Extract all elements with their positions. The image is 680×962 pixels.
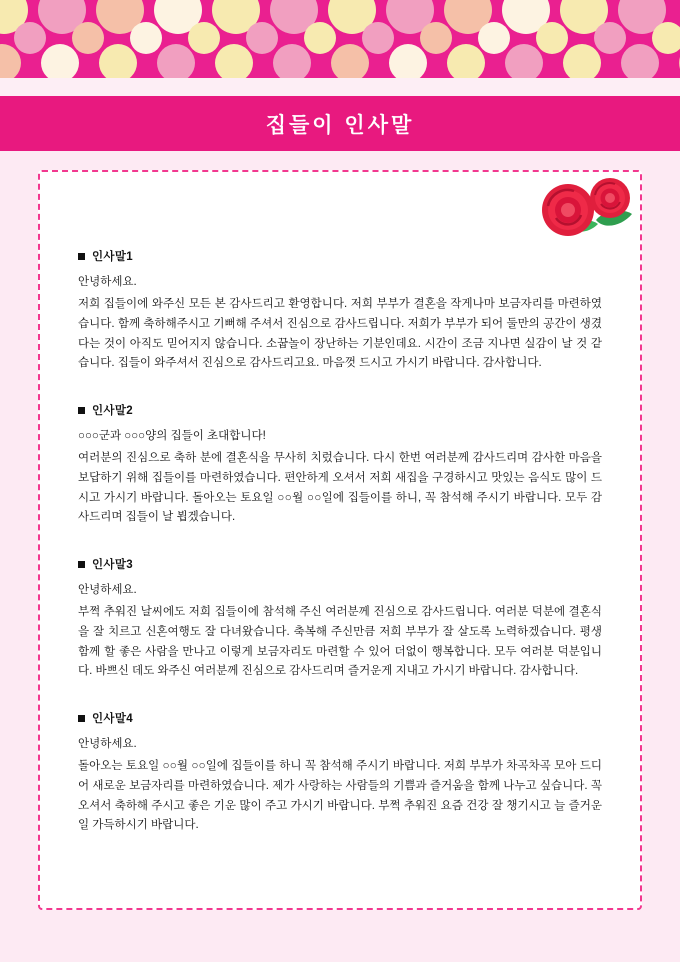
decorative-dot — [157, 44, 195, 78]
greeting-block-heading — [78, 248, 602, 264]
decorative-dot — [652, 22, 680, 54]
square-bullet-icon — [78, 253, 85, 260]
decorative-dot — [304, 22, 336, 54]
greeting-salutation: 안녕하세요. — [78, 584, 137, 597]
greeting-block-label: 인사말4 — [92, 713, 133, 726]
decorative-dot — [99, 44, 137, 78]
document-title-bar — [0, 96, 680, 151]
greeting-body: 여러분의 진심으로 축하 분에 결혼식을 무사히 치렀습니다. 다시 한번 여러분께 감사드리며 감사한 마음을 보답하기 위해 집들이를 마련하였습니다. 편안하게 오셔서 저희 새집을 구경하시고 맛있는 음식도 많이 드시고 가시기 바랍니다. 돌아오는 토요일 ○○월 ○○일에 집들이를 하니, 꼭 참석해 주시기 바랍니다. 모두 감사드리며 집들이 날 뵙겠습니다. — [78, 452, 602, 524]
decorative-dot — [594, 22, 626, 54]
greeting-block-heading — [78, 710, 602, 726]
square-bullet-icon — [78, 715, 85, 722]
greeting-block — [78, 402, 602, 528]
square-bullet-icon — [78, 561, 85, 568]
decorative-dot — [331, 44, 369, 78]
greeting-body: 부쩍 추워진 날씨에도 저희 집들이에 참석해 주신 여러분께 진심으로 감사드립니다. 여러분 덕분에 결혼식을 잘 치르고 신혼여행도 잘 다녀왔습니다. 축복해 주신만큼 저희 부부가 잘 살도록 노력하겠습니다. 평생 함께 할 좋은 사람을 만나고 이렇게 보금자리도 마련할 수 있어 더없이 행복합니다. 모두 여러분 덕분입니다. 바쁘신 데도 와주신 여러분께 진심으로 감사드리며 즐거운게 지내고 가시기 바랍니다. 감사합니다. — [78, 606, 602, 678]
decorative-dot — [478, 22, 510, 54]
decorative-dot — [246, 22, 278, 54]
decorative-dot — [621, 44, 659, 78]
decorative-dot — [273, 44, 311, 78]
greeting-body: 저희 집들이에 와주신 모든 본 감사드리고 환영합니다. 저희 부부가 결혼을 작게나마 보금자리를 마련하였습니다. 함께 축하해주시고 기뻐해 주셔서 진심으로 감사드립니다. 저희가 부부가 되어 둘만의 공간이 생겼다는 것이 아직도 믿어지지 않습니다. 소꿉놀이 장난하는 기분인데요. 시간이 조금 지나면 실감이 날 것 같습니다. 집들이 와주셔서 진심으로 감사드리고요. 마음껏 드시고 가시기 바랍니다. 감사합니다. — [78, 297, 602, 370]
decorative-dot — [420, 22, 452, 54]
decorative-dot — [362, 22, 394, 54]
greeting-block-heading — [78, 402, 602, 418]
page-title: 집들이 인사말 — [265, 113, 415, 137]
decorative-dot — [130, 22, 162, 54]
greeting-block — [78, 710, 602, 836]
decorative-dot — [72, 22, 104, 54]
greeting-block-label: 인사말2 — [92, 405, 133, 418]
decorative-dot — [41, 44, 79, 78]
decorative-dot — [188, 22, 220, 54]
decorative-dot — [215, 44, 253, 78]
decorative-dot — [536, 22, 568, 54]
square-bullet-icon — [78, 407, 85, 414]
decorative-dot-band — [0, 0, 680, 78]
greeting-block — [78, 248, 602, 374]
greeting-salutation: 안녕하세요. — [78, 738, 137, 751]
decorative-dot — [389, 44, 427, 78]
decorative-dot — [447, 44, 485, 78]
greeting-block-heading — [78, 556, 602, 572]
decorative-dot — [505, 44, 543, 78]
greeting-block-label: 인사말3 — [92, 559, 133, 572]
greeting-salutation: ○○○군과 ○○○양의 집들이 초대합니다! — [78, 430, 266, 443]
decorative-dot — [563, 44, 601, 78]
greeting-block-label: 인사말1 — [92, 251, 133, 263]
greeting-salutation: 안녕하세요. — [78, 276, 137, 288]
greetings-content — [78, 248, 602, 836]
greeting-body: 돌아오는 토요일 ○○월 ○○일에 집들이를 하니 꼭 참석해 주시기 바랍니다. 저희 부부가 차곡차곡 모아 드디어 새로운 보금자리를 마련하였습니다. 제가 사랑하는 사람들의 기쁨과 즐거움을 함께 나누고 싶습니다. 꼭 오셔서 축하해 주시고 좋은 기운 많이 주고 가시기 바랍니다. 부쩍 추워진 요즘 건강 잘 챙기시고 늘 즐거운 일 가득하시기 바랍니다. — [78, 760, 602, 832]
greeting-block — [78, 556, 602, 682]
decorative-dot — [14, 22, 46, 54]
